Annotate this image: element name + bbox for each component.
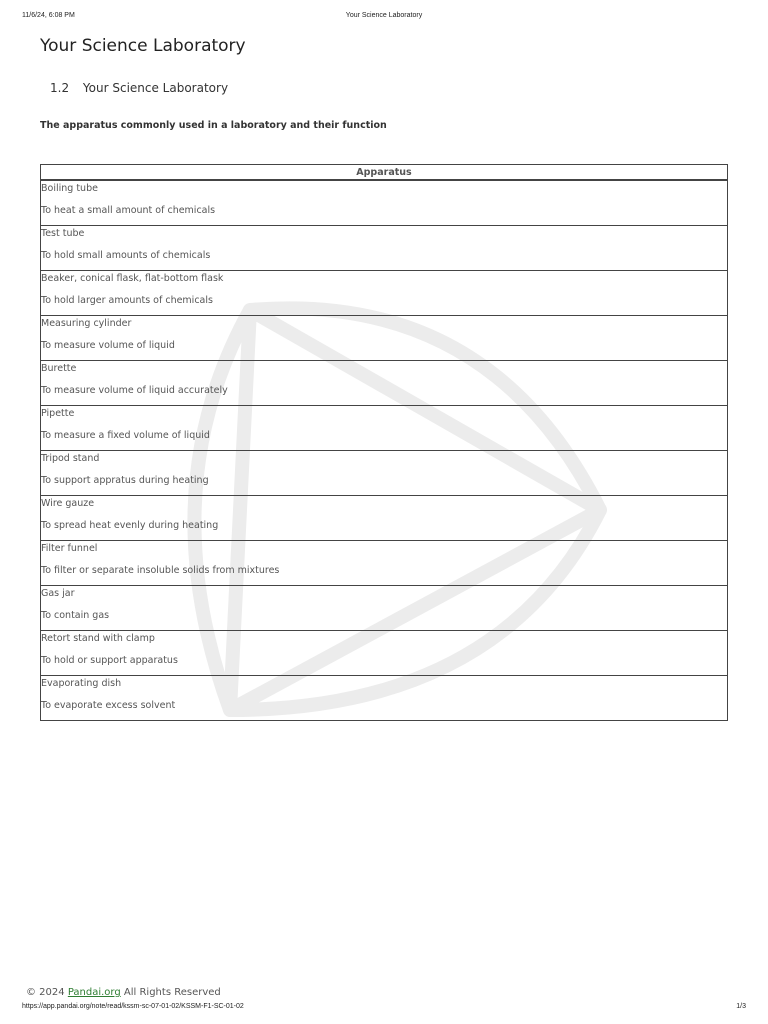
apparatus-name: Gas jar (41, 588, 75, 599)
apparatus-cell (41, 316, 728, 361)
apparatus-name: Pipette (41, 408, 75, 419)
apparatus-function: To hold small amounts of chemicals (41, 250, 211, 261)
table-row (41, 361, 728, 406)
apparatus-function: To contain gas (41, 610, 110, 621)
apparatus-function: To filter or separate insoluble solids from mixtures (41, 565, 280, 576)
section-heading (50, 81, 228, 95)
apparatus-name: Tripod stand (41, 453, 100, 464)
print-header (22, 12, 746, 24)
table-row (41, 586, 728, 631)
apparatus-cell (41, 586, 728, 631)
apparatus-name: Filter funnel (41, 543, 98, 554)
table-row (41, 541, 728, 586)
apparatus-name: Burette (41, 363, 77, 374)
copyright (26, 987, 221, 998)
print-doc-title: Your Science Laboratory (345, 12, 423, 19)
apparatus-function: To support appratus during heating (41, 475, 209, 486)
apparatus-name: Measuring cylinder (41, 318, 132, 329)
apparatus-name: Wire gauze (41, 498, 95, 509)
section-number: 1.2 (50, 81, 70, 95)
apparatus-function: To hold or support apparatus (41, 655, 178, 666)
table-row (41, 406, 728, 451)
table-row (41, 316, 728, 361)
print-datetime: 11/6/24, 6:08 PM (22, 12, 75, 19)
table-row (41, 180, 728, 226)
apparatus-function: To measure a fixed volume of liquid (41, 430, 210, 441)
apparatus-function: To heat a small amount of chemicals (41, 205, 216, 216)
apparatus-cell (41, 180, 728, 226)
apparatus-cell (41, 406, 728, 451)
print-url: https://app.pandai.org/note/read/kssm-sc-07-01-02/KSSM-F1-SC-01-02 (22, 1003, 244, 1010)
copyright-rights: All Rights Reserved (123, 987, 221, 998)
apparatus-cell (41, 271, 728, 316)
apparatus-cell (41, 631, 728, 676)
table-row (41, 631, 728, 676)
apparatus-name: Beaker, conical flask, flat-bottom flask (41, 273, 224, 284)
section-title: Your Science Laboratory (82, 81, 229, 95)
table-row (41, 226, 728, 271)
table-row (41, 496, 728, 541)
intro-text: The apparatus commonly used in a laboratory and their function (40, 120, 387, 131)
apparatus-cell (41, 676, 728, 721)
apparatus-name: Evaporating dish (41, 678, 122, 689)
table-header-apparatus: Apparatus (41, 165, 728, 181)
print-footer (22, 1003, 746, 1015)
page-title: Your Science Laboratory (40, 36, 246, 56)
apparatus-cell (41, 451, 728, 496)
apparatus-name: Boiling tube (41, 183, 98, 194)
pandai-link[interactable]: Pandai.org (67, 987, 121, 998)
table-row (41, 676, 728, 721)
apparatus-cell (41, 496, 728, 541)
table-row (41, 451, 728, 496)
apparatus-name: Retort stand with clamp (41, 633, 155, 644)
table-header-row (41, 165, 728, 181)
copyright-prefix: © 2024 (26, 987, 65, 998)
apparatus-function: To spread heat evenly during heating (41, 520, 219, 531)
table-row (41, 271, 728, 316)
apparatus-cell (41, 226, 728, 271)
apparatus-name: Test tube (41, 228, 85, 239)
apparatus-cell (41, 361, 728, 406)
page-indicator: 1/3 (736, 1003, 746, 1010)
apparatus-function: To measure volume of liquid accurately (41, 385, 228, 396)
apparatus-table (40, 164, 728, 721)
apparatus-function: To measure volume of liquid (41, 340, 175, 351)
apparatus-function: To hold larger amounts of chemicals (41, 295, 213, 306)
apparatus-table-body (41, 180, 728, 721)
apparatus-cell (41, 541, 728, 586)
apparatus-function: To evaporate excess solvent (41, 700, 176, 711)
